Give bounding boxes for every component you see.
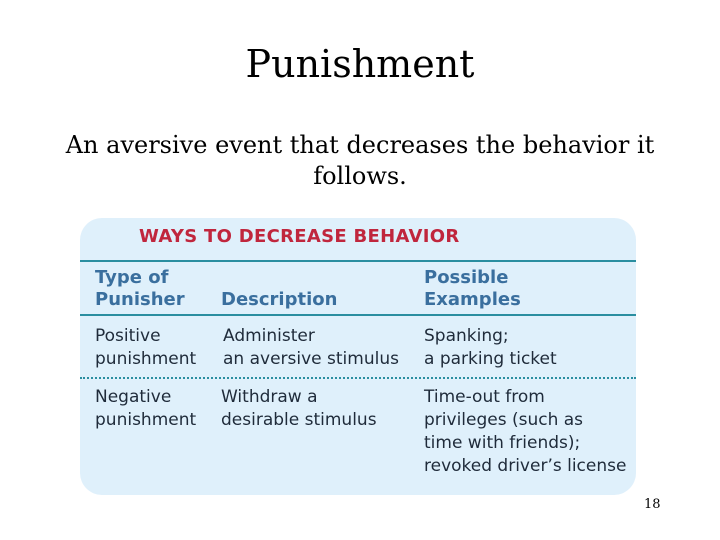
header-examples: Possible Examples — [424, 267, 521, 310]
row-1-description: Administer an aversive stimulus — [223, 326, 399, 369]
row-divider — [80, 377, 636, 379]
page-number: 18 — [644, 497, 661, 512]
header-description: Description — [221, 289, 338, 310]
ways-to-decrease-behavior-table — [80, 218, 636, 495]
row-2-examples: Time-out from privileges (such as time with friends); revoked driver’s license — [424, 387, 627, 476]
row-2-description: Withdraw a desirable stimulus — [221, 387, 377, 430]
slide-subtitle: An aversive event that decreases the behavior it follows. — [65, 131, 655, 190]
header-type: Type of Punisher — [95, 267, 185, 310]
row-1-type: Positive punishment — [95, 326, 197, 369]
row-2-type: Negative punishment — [95, 387, 197, 430]
slide-title: Punishment — [245, 42, 475, 86]
table-title: WAYS TO DECREASE BEHAVIOR — [139, 226, 460, 247]
header-top-rule — [80, 260, 636, 262]
header-bottom-rule — [80, 314, 636, 316]
row-1-examples: Spanking; a parking ticket — [424, 326, 557, 369]
